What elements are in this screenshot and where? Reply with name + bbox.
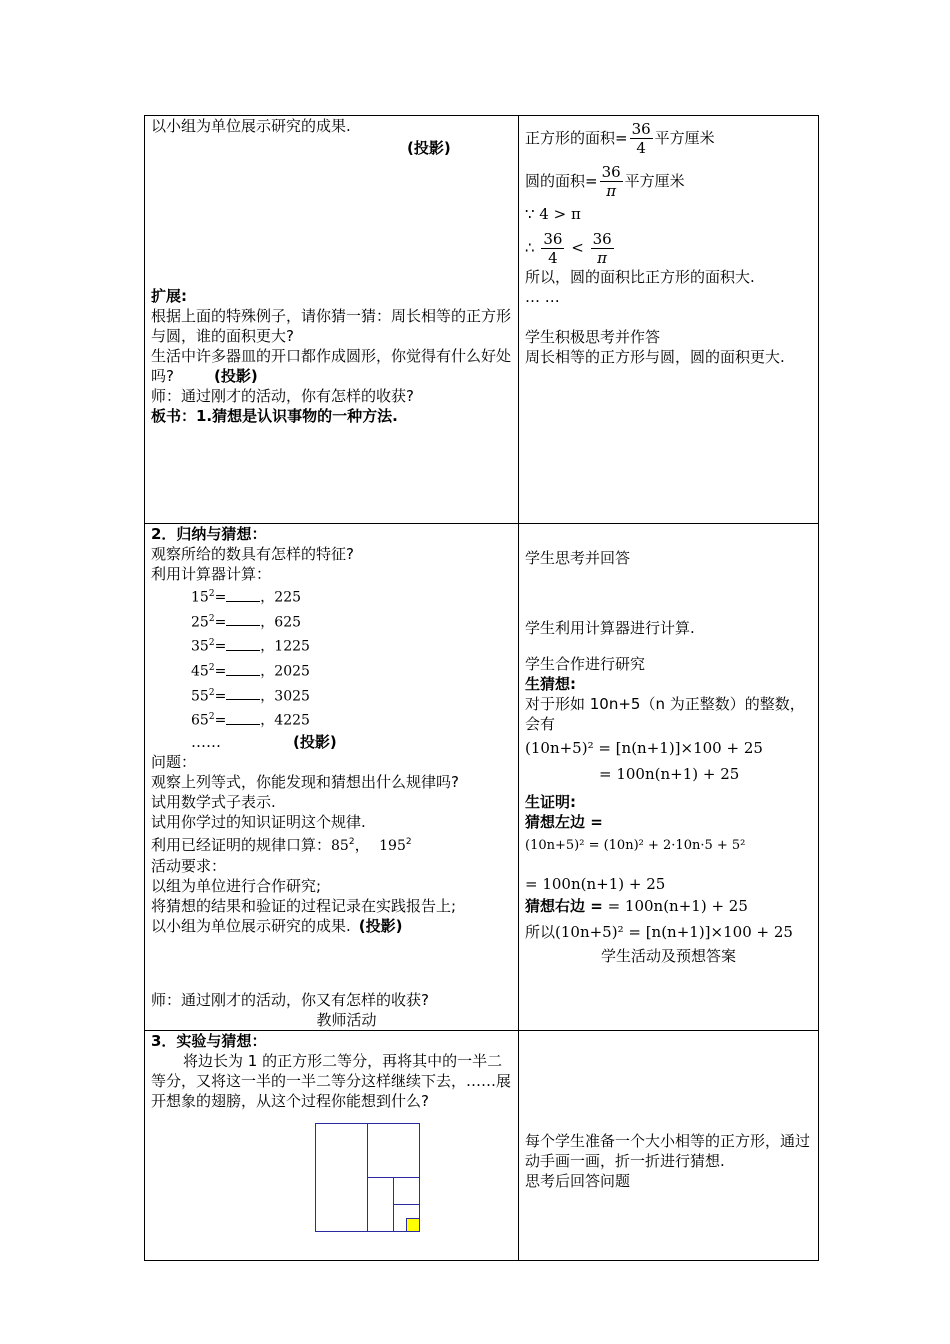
calc-result: 2025 xyxy=(274,663,310,680)
answer-line: 思考后回答问题 xyxy=(525,1171,631,1190)
circle-area-line xyxy=(525,163,812,200)
exponent: 2 xyxy=(405,836,412,847)
projection-note-2: (投影) xyxy=(358,916,403,935)
so-line xyxy=(525,922,812,942)
student-activity-cell xyxy=(519,1030,819,1260)
fraction-36-over-4 xyxy=(541,230,564,267)
right-side-line xyxy=(525,896,812,916)
answer-line: 学生利用计算器进行计算. xyxy=(525,619,695,637)
filled-small-square xyxy=(406,1218,420,1232)
conclusion-line: 所以，圆的面积比正方形的面积大. xyxy=(525,268,755,286)
section-heading: 3．实验与猜想： xyxy=(151,1031,267,1050)
answer-line: 学生合作进行研究 xyxy=(525,655,646,673)
right-side-label: 猜想右边 = xyxy=(525,897,603,915)
column-label: 教师活动 xyxy=(316,1010,377,1029)
calc-result: 4225 xyxy=(274,712,310,729)
fraction-denominator: π xyxy=(606,182,617,200)
teacher-question: 师：通过刚才的活动，你有怎样的收获? xyxy=(151,387,414,405)
answer-line: 每个学生准备一个大小相等的正方形，通过动手画一画，折一折进行猜想. xyxy=(525,1131,811,1170)
table-row xyxy=(145,1030,819,1260)
calc-result: 3025 xyxy=(274,688,310,705)
projection-note: (投影) xyxy=(293,732,337,751)
text-line xyxy=(151,916,512,936)
exponent: 2 xyxy=(208,638,215,649)
projection-note: (投影) xyxy=(407,139,451,157)
fraction-denominator: π xyxy=(597,249,608,267)
circle-area-unit: 平方厘米 xyxy=(624,172,685,190)
fraction-numerator: 36 xyxy=(543,230,563,248)
calculation-row: $65^2=$ ，4225 xyxy=(191,712,310,729)
answer-blank xyxy=(226,662,260,676)
less-than-symbol: < xyxy=(571,238,584,257)
exponent: 2 xyxy=(348,836,355,847)
fraction-36-over-pi xyxy=(591,230,614,267)
projection-note-2: (投影) xyxy=(213,367,258,385)
because-line: ∵ 4 > π xyxy=(525,205,581,223)
so-label: 所以 xyxy=(525,923,556,941)
equation-line: (10n+5)² = [n(n+1)]×100 + 25 xyxy=(525,739,763,757)
teacher-activity-cell xyxy=(145,524,519,1031)
exponent: 2 xyxy=(208,613,215,624)
calc-base: 55 xyxy=(191,688,209,705)
text-line: 以组为单位进行合作研究; xyxy=(151,876,322,895)
exponent: 2 xyxy=(208,712,215,723)
column-label: 学生活动及预想答案 xyxy=(600,947,736,965)
extension-text-2 xyxy=(151,346,512,386)
teacher-question: 师：通过刚才的活动，你又有怎样的收获? xyxy=(151,990,429,1009)
dots-line xyxy=(151,732,512,752)
text-line: 问题： xyxy=(151,752,197,771)
text-line: 利用计算器计算： xyxy=(151,565,272,583)
square-area-line xyxy=(525,120,812,157)
ellipsis-line: … … xyxy=(525,288,560,306)
answer-line: 周长相等的正方形与圆，圆的面积更大. xyxy=(525,348,785,366)
calculation-row: $35^2=$ ，1225 xyxy=(191,638,310,655)
circle-area-label: 圆的面积= xyxy=(525,172,598,190)
answer-line: 学生思考并回答 xyxy=(525,549,631,567)
fraction-36-over-pi xyxy=(600,163,623,200)
text-line: 以小组为单位展示研究的成果. xyxy=(151,117,351,135)
calculation-row: $55^2=$ ，3025 xyxy=(191,687,310,705)
therefore-symbol: ∴ xyxy=(525,238,535,257)
calc-base: 25 xyxy=(191,614,209,631)
equation-line: (10n+5)² = (10n)² + 2·10n·5 + 5² xyxy=(525,838,746,853)
mental-calc-line: 利用已经证明的规律口算：$85^2$， $195^2$ xyxy=(151,835,412,854)
calc-result: 225 xyxy=(274,589,302,606)
calc-result: 625 xyxy=(274,614,302,631)
teacher-activity-cell xyxy=(145,116,519,524)
answer-blank xyxy=(226,686,260,700)
section-heading: 2．归纳与猜想： xyxy=(151,525,267,543)
fraction-numerator: 36 xyxy=(601,163,621,181)
student-activity-cell xyxy=(519,116,819,524)
lesson-table xyxy=(144,115,819,1261)
mental-calc-label: 利用已经证明的规律口算： xyxy=(151,835,332,854)
fraction-denominator: 4 xyxy=(636,139,646,157)
exponent: 2 xyxy=(208,662,215,673)
calculation-list xyxy=(151,584,512,732)
extension-text-2-content: 生活中许多器皿的开口都作成圆形，你觉得有什么好处吗? xyxy=(151,347,512,385)
equation-line: = 100n(n+1) + 25 xyxy=(599,765,740,783)
fraction-denominator: 4 xyxy=(548,249,558,267)
square-area-label: 正方形的面积= xyxy=(525,129,628,147)
calculation-row: $45^2=$ ，2025 xyxy=(191,662,310,680)
square-area-unit: 平方厘米 xyxy=(654,129,715,147)
guess-heading: 生猜想: xyxy=(525,675,576,693)
student-activity-cell xyxy=(519,524,819,1031)
proof-heading: 生证明: xyxy=(525,793,576,811)
fraction-numerator: 36 xyxy=(592,230,612,248)
answer-line: 学生积极思考并作答 xyxy=(525,328,661,346)
equation: (10n+5)² = [n(n+1)]×100 + 25 xyxy=(555,923,793,941)
extension-text: 根据上面的特殊例子，请你猜一猜：周长相等的正方形与圆，谁的面积更大? xyxy=(151,307,512,345)
text-line: 观察上列等式，你能发现和猜想出什么规律吗? xyxy=(151,772,459,791)
equation-line: = 100n(n+1) + 25 xyxy=(525,875,666,893)
calc-base: 35 xyxy=(191,638,209,655)
halving-square-figure xyxy=(315,1123,420,1232)
text-line: 活动要求： xyxy=(151,856,227,875)
calc-base: 45 xyxy=(191,663,209,680)
answer-blank xyxy=(226,612,260,626)
fraction-numerator: 36 xyxy=(631,120,651,138)
calc-base: 15 xyxy=(191,589,209,606)
mental-calc-a: 85 xyxy=(331,837,349,854)
experiment-text: 将边长为 1 的正方形二等分，再将其中的一半二等分，又将这一半的一半二等分这样继续下去，……展开想象的翅膀，从这个过程你能想到什么? xyxy=(151,1051,512,1110)
text-line: 观察所给的数具有怎样的特征? xyxy=(151,545,354,563)
answer-blank xyxy=(226,711,260,725)
answer-blank xyxy=(226,588,260,602)
guess-text: 对于形如 10n+5（n 为正整数）的整数，会有 xyxy=(525,695,805,733)
dots: …… xyxy=(191,732,221,751)
extension-heading: 扩展: xyxy=(151,287,187,305)
text-line: 试用你学过的知识证明这个规律. xyxy=(151,812,366,831)
left-side-label: 猜想左边 = xyxy=(525,813,603,831)
text-line: 试用数学式子表示. xyxy=(151,792,276,811)
table-row xyxy=(145,524,819,1031)
table-row xyxy=(145,116,819,524)
calc-base: 65 xyxy=(191,712,209,729)
text-line-content: 以小组为单位展示研究的成果. xyxy=(151,916,351,935)
calculation-row: $15^2=$ ，225 xyxy=(191,589,302,606)
therefore-line xyxy=(525,230,812,267)
answer-blank xyxy=(226,637,260,651)
exponent: 2 xyxy=(208,589,215,599)
board-note: 板书：1.猜想是认识事物的一种方法. xyxy=(151,407,398,425)
teacher-activity-cell xyxy=(145,1030,519,1260)
calc-result: 1225 xyxy=(274,638,310,655)
mental-calc-b: 195 xyxy=(379,837,406,854)
fraction-36-over-4 xyxy=(630,120,653,157)
text-line: 将猜想的结果和验证的过程记录在实践报告上; xyxy=(151,896,457,915)
calculation-row: $25^2=$ ，625 xyxy=(191,613,302,631)
exponent: 2 xyxy=(208,687,215,698)
equation: = 100n(n+1) + 25 xyxy=(607,897,748,915)
